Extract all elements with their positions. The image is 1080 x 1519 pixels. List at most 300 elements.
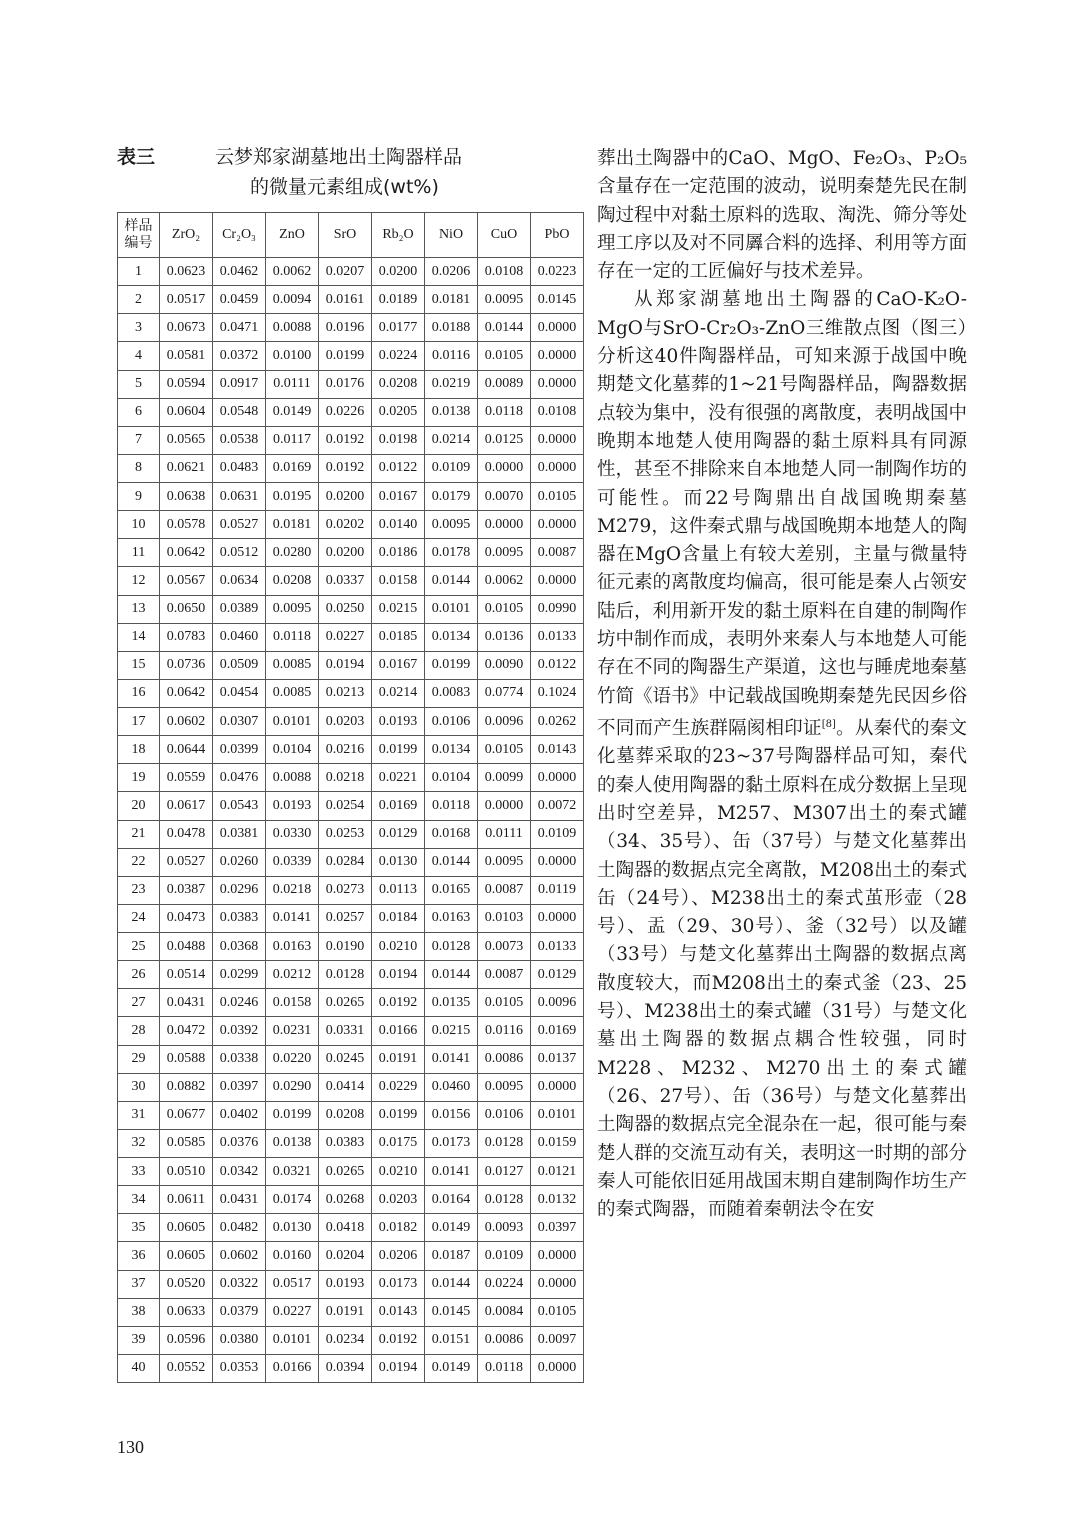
value-cell: 0.0189 (372, 286, 425, 314)
sample-id-cell: 8 (118, 454, 160, 482)
value-cell: 0.0109 (478, 1242, 531, 1270)
value-cell: 0.0159 (531, 1129, 584, 1157)
value-cell: 0.0106 (425, 708, 478, 736)
sample-id-cell: 33 (118, 1158, 160, 1186)
value-cell: 0.0596 (160, 1326, 213, 1354)
value-cell: 0.0134 (425, 736, 478, 764)
value-cell: 0.0070 (478, 483, 531, 511)
value-cell: 0.0644 (160, 736, 213, 764)
value-cell: 0.0000 (531, 567, 584, 595)
value-cell: 0.0111 (266, 370, 319, 398)
value-cell: 0.0208 (319, 1101, 372, 1129)
value-cell: 0.0330 (266, 820, 319, 848)
value-cell: 0.0093 (478, 1214, 531, 1242)
value-cell: 0.0144 (478, 314, 531, 342)
value-cell: 0.0246 (213, 989, 266, 1017)
value-cell: 0.0517 (266, 1270, 319, 1298)
table-caption (117, 142, 582, 202)
value-cell: 0.0379 (213, 1298, 266, 1326)
value-cell: 0.0086 (478, 1326, 531, 1354)
value-cell: 0.0193 (266, 792, 319, 820)
value-cell: 0.0387 (160, 876, 213, 904)
header-col-5: NiO (425, 213, 478, 258)
sample-id-cell: 5 (118, 370, 160, 398)
table-row (118, 792, 584, 820)
table-row (118, 904, 584, 932)
sample-id-cell: 35 (118, 1214, 160, 1242)
sample-id-cell: 1 (118, 258, 160, 286)
value-cell: 0.0128 (425, 933, 478, 961)
value-cell: 0.0135 (425, 989, 478, 1017)
value-cell: 0.0191 (372, 1045, 425, 1073)
value-cell: 0.0184 (372, 904, 425, 932)
value-cell: 0.0337 (319, 567, 372, 595)
value-cell: 0.0220 (266, 1045, 319, 1073)
value-cell: 0.0202 (319, 511, 372, 539)
sample-id-cell: 15 (118, 651, 160, 679)
value-cell: 0.0280 (266, 539, 319, 567)
trace-element-table (117, 212, 584, 1383)
value-cell: 0.0087 (478, 961, 531, 989)
value-cell: 0.0208 (372, 370, 425, 398)
value-cell: 0.0143 (531, 736, 584, 764)
value-cell: 0.0145 (425, 1298, 478, 1326)
value-cell: 0.0095 (478, 286, 531, 314)
value-cell: 0.0207 (319, 258, 372, 286)
value-cell: 0.0621 (160, 454, 213, 482)
value-cell: 0.0000 (531, 904, 584, 932)
value-cell: 0.0187 (425, 1242, 478, 1270)
value-cell: 0.0096 (531, 989, 584, 1017)
value-cell: 0.0215 (425, 1017, 478, 1045)
value-cell: 0.0169 (531, 1017, 584, 1045)
value-cell: 0.0128 (478, 1186, 531, 1214)
value-cell: 0.0190 (319, 933, 372, 961)
value-cell: 0.0260 (213, 848, 266, 876)
value-cell: 0.0000 (531, 848, 584, 876)
table-row (118, 764, 584, 792)
value-cell: 0.0223 (531, 258, 584, 286)
sample-id-cell: 17 (118, 708, 160, 736)
value-cell: 0.0089 (478, 370, 531, 398)
value-cell: 0.0203 (372, 1186, 425, 1214)
table-row (118, 1017, 584, 1045)
value-cell: 0.0218 (266, 876, 319, 904)
value-cell: 0.0224 (372, 342, 425, 370)
value-cell: 0.0402 (213, 1101, 266, 1129)
sample-id-cell: 7 (118, 426, 160, 454)
value-cell: 0.0119 (531, 876, 584, 904)
header-col-2: ZnO (266, 213, 319, 258)
value-cell: 0.0144 (425, 961, 478, 989)
value-cell: 0.0173 (425, 1129, 478, 1157)
value-cell: 0.0199 (319, 342, 372, 370)
value-cell: 0.0101 (425, 595, 478, 623)
value-cell: 0.0109 (531, 820, 584, 848)
value-cell: 0.0634 (213, 567, 266, 595)
sample-id-cell: 23 (118, 876, 160, 904)
value-cell: 0.0134 (425, 623, 478, 651)
table-row (118, 567, 584, 595)
table-row (118, 539, 584, 567)
table-row (118, 342, 584, 370)
table-row (118, 314, 584, 342)
header-sample-id (118, 213, 160, 258)
value-cell: 0.0394 (319, 1354, 372, 1382)
value-cell: 0.0188 (425, 314, 478, 342)
table-row (118, 876, 584, 904)
value-cell: 0.0284 (319, 848, 372, 876)
value-cell: 0.0173 (372, 1270, 425, 1298)
paragraph-1: 葬出土陶器中的CaO、MgO、Fe₂O₃、P₂O₅含量存在一定范围的波动，说明秦楚先民在制陶过程中对黏土原料的选取、淘洗、筛分等处理工序以及对不同羼合料的选择、利用等方面存在一定的工匠偏好与技术差异。 (597, 148, 968, 283)
value-cell: 0.0205 (372, 398, 425, 426)
value-cell: 0.0208 (266, 567, 319, 595)
table-row (118, 1242, 584, 1270)
value-cell: 0.0129 (372, 820, 425, 848)
value-cell: 0.0650 (160, 595, 213, 623)
table-row (118, 623, 584, 651)
sample-id-cell: 3 (118, 314, 160, 342)
table-row (118, 1129, 584, 1157)
value-cell: 0.0383 (319, 1129, 372, 1157)
value-cell: 0.0588 (160, 1045, 213, 1073)
value-cell: 0.0101 (266, 708, 319, 736)
sample-id-cell: 40 (118, 1354, 160, 1382)
value-cell: 0.0108 (478, 258, 531, 286)
value-cell: 0.0174 (266, 1186, 319, 1214)
value-cell: 0.0118 (425, 792, 478, 820)
sample-id-cell: 21 (118, 820, 160, 848)
table-row (118, 286, 584, 314)
value-cell: 0.0000 (531, 426, 584, 454)
value-cell: 0.0000 (531, 1354, 584, 1382)
page-number: 130 (117, 1437, 144, 1457)
value-cell: 0.0299 (213, 961, 266, 989)
value-cell: 0.0000 (531, 764, 584, 792)
value-cell: 0.0104 (266, 736, 319, 764)
value-cell: 0.0206 (372, 1242, 425, 1270)
value-cell: 0.0268 (319, 1186, 372, 1214)
value-cell: 0.0163 (266, 933, 319, 961)
citation: [8] (821, 718, 836, 730)
value-cell: 0.0215 (372, 595, 425, 623)
value-cell: 0.0510 (160, 1158, 213, 1186)
value-cell: 0.0383 (213, 904, 266, 932)
value-cell: 0.0097 (531, 1326, 584, 1354)
value-cell: 0.0322 (213, 1270, 266, 1298)
sample-id-cell: 36 (118, 1242, 160, 1270)
value-cell: 0.0273 (319, 876, 372, 904)
value-cell: 0.0482 (213, 1214, 266, 1242)
sample-id-cell: 25 (118, 933, 160, 961)
value-cell: 0.0245 (319, 1045, 372, 1073)
value-cell: 0.0195 (266, 483, 319, 511)
sample-id-cell: 6 (118, 398, 160, 426)
value-cell: 0.0339 (266, 848, 319, 876)
value-cell: 0.0141 (425, 1158, 478, 1186)
sample-id-cell: 38 (118, 1298, 160, 1326)
paragraph-2-text: 从郑家湖墓地出土陶器的CaO-K₂O-MgO与SrO-Cr₂O₃-ZnO三维散点图（图三）分析这40件陶器样品，可知来源于战国中晚期楚文化墓葬的1~21号陶器样品，陶器数据点较为集中，没有很强的离散度，表明战国中晚期本地楚人使用陶器的黏土原料具有同源性，甚至不排除来自本地楚人同一制陶作坊的可能性。而22号陶鼎出自战国晚期秦墓M279，这件秦式鼎与战国晚期本地楚人的陶器在MgO含量上有较大差别，主量与微量特征元素的离散度均偏高，很可能是秦人占领安陆后，利用新开发的黏土原料在自建的制陶作坊中制作而成，表明外来秦人与本地楚人可能存在不同的陶器生产渠道，这也与睡虎地秦墓竹简《语书》中记载战国晚期秦楚先民因乡俗不同而产生族群隔阂相印证 (597, 289, 968, 740)
value-cell: 0.0088 (266, 314, 319, 342)
value-cell: 0.0130 (372, 848, 425, 876)
table-row (118, 736, 584, 764)
value-cell: 0.0149 (266, 398, 319, 426)
value-cell: 0.0192 (372, 989, 425, 1017)
sample-id-cell: 9 (118, 483, 160, 511)
value-cell: 0.0088 (266, 764, 319, 792)
header-col-1: Cr₂O₃ (213, 213, 266, 258)
value-cell: 0.0199 (372, 736, 425, 764)
sample-id-cell: 27 (118, 989, 160, 1017)
value-cell: 0.0218 (319, 764, 372, 792)
value-cell: 0.0000 (531, 342, 584, 370)
value-cell: 0.0538 (213, 426, 266, 454)
table-row (118, 483, 584, 511)
value-cell: 0.0108 (531, 398, 584, 426)
value-cell: 0.0103 (478, 904, 531, 932)
value-cell: 0.0472 (160, 1017, 213, 1045)
value-cell: 0.0581 (160, 342, 213, 370)
value-cell: 0.0133 (531, 623, 584, 651)
value-cell: 0.0605 (160, 1242, 213, 1270)
table-row (118, 679, 584, 707)
value-cell: 0.0372 (213, 342, 266, 370)
value-cell: 0.0488 (160, 933, 213, 961)
value-cell: 0.0175 (372, 1129, 425, 1157)
value-cell: 0.0137 (531, 1045, 584, 1073)
sample-id-cell: 31 (118, 1101, 160, 1129)
value-cell: 0.0101 (266, 1326, 319, 1354)
value-cell: 0.0166 (266, 1354, 319, 1382)
value-cell: 0.0200 (372, 258, 425, 286)
value-cell: 0.0165 (425, 876, 478, 904)
value-cell: 0.0149 (425, 1214, 478, 1242)
value-cell: 0.0192 (319, 426, 372, 454)
value-cell: 0.0214 (372, 679, 425, 707)
value-cell: 0.0397 (213, 1073, 266, 1101)
sample-id-cell: 13 (118, 595, 160, 623)
value-cell: 0.0638 (160, 483, 213, 511)
value-cell: 0.0138 (266, 1129, 319, 1157)
value-cell: 0.0111 (478, 820, 531, 848)
value-cell: 0.0265 (319, 989, 372, 1017)
value-cell: 0.0527 (160, 848, 213, 876)
value-cell: 0.0199 (372, 1101, 425, 1129)
sample-id-cell: 22 (118, 848, 160, 876)
table-row (118, 454, 584, 482)
table-row (118, 398, 584, 426)
value-cell: 0.0548 (213, 398, 266, 426)
sample-id-cell: 10 (118, 511, 160, 539)
value-cell: 0.0167 (372, 651, 425, 679)
value-cell: 0.0000 (531, 1270, 584, 1298)
value-cell: 0.0000 (531, 454, 584, 482)
value-cell: 0.0229 (372, 1073, 425, 1101)
value-cell: 0.0087 (478, 876, 531, 904)
value-cell: 0.0128 (319, 961, 372, 989)
value-cell: 0.0478 (160, 820, 213, 848)
sample-id-cell: 12 (118, 567, 160, 595)
header-col-0: ZrO₂ (160, 213, 213, 258)
value-cell: 0.0083 (425, 679, 478, 707)
table-row (118, 1073, 584, 1101)
sample-id-cell: 34 (118, 1186, 160, 1214)
value-cell: 0.0471 (213, 314, 266, 342)
value-cell: 0.0605 (160, 1214, 213, 1242)
value-cell: 0.0181 (266, 511, 319, 539)
table-row (118, 1158, 584, 1186)
value-cell: 0.0156 (425, 1101, 478, 1129)
value-cell: 0.0095 (478, 1073, 531, 1101)
value-cell: 0.0192 (372, 1326, 425, 1354)
value-cell: 0.0397 (531, 1214, 584, 1242)
value-cell: 0.0145 (531, 286, 584, 314)
value-cell: 0.0253 (319, 820, 372, 848)
value-cell: 0.0095 (266, 595, 319, 623)
value-cell: 0.0113 (372, 876, 425, 904)
value-cell: 0.0095 (478, 848, 531, 876)
sample-id-cell: 18 (118, 736, 160, 764)
table-row (118, 1298, 584, 1326)
value-cell: 0.0163 (425, 904, 478, 932)
value-cell: 0.0559 (160, 764, 213, 792)
header-col-7: PbO (531, 213, 584, 258)
value-cell: 0.0509 (213, 651, 266, 679)
value-cell: 0.0166 (372, 1017, 425, 1045)
value-cell: 0.0604 (160, 398, 213, 426)
sample-id-cell: 4 (118, 342, 160, 370)
value-cell: 0.0578 (160, 511, 213, 539)
table-row (118, 1101, 584, 1129)
value-cell: 0.0227 (319, 623, 372, 651)
value-cell: 0.0000 (531, 370, 584, 398)
value-cell: 0.0101 (531, 1101, 584, 1129)
value-cell: 0.0193 (372, 708, 425, 736)
value-cell: 0.0307 (213, 708, 266, 736)
value-cell: 0.0176 (319, 370, 372, 398)
value-cell: 0.0192 (319, 454, 372, 482)
value-cell: 0.0290 (266, 1073, 319, 1101)
table-header-row (118, 213, 584, 258)
table-row (118, 651, 584, 679)
table-row (118, 989, 584, 1017)
value-cell: 0.0234 (319, 1326, 372, 1354)
table-row (118, 1270, 584, 1298)
value-cell: 0.0158 (372, 567, 425, 595)
table-label: 表三 (117, 146, 156, 168)
value-cell: 0.0164 (425, 1186, 478, 1214)
value-cell: 0.0194 (372, 961, 425, 989)
sample-id-cell: 2 (118, 286, 160, 314)
value-cell: 0.0331 (319, 1017, 372, 1045)
sample-id-cell: 32 (118, 1129, 160, 1157)
value-cell: 0.0072 (531, 792, 584, 820)
value-cell: 0.0226 (319, 398, 372, 426)
value-cell: 0.0512 (213, 539, 266, 567)
value-cell: 0.0227 (266, 1298, 319, 1326)
header-sample-id-line2: 编号 (124, 235, 153, 251)
value-cell: 0.0127 (478, 1158, 531, 1186)
value-cell: 0.0151 (425, 1326, 478, 1354)
value-cell: 0.0517 (160, 286, 213, 314)
sample-id-cell: 39 (118, 1326, 160, 1354)
value-cell: 0.0514 (160, 961, 213, 989)
value-cell: 0.0000 (531, 511, 584, 539)
value-cell: 0.0104 (425, 764, 478, 792)
value-cell: 0.0099 (478, 764, 531, 792)
value-cell: 0.0000 (531, 1242, 584, 1270)
value-cell: 0.0380 (213, 1326, 266, 1354)
value-cell: 0.0565 (160, 426, 213, 454)
value-cell: 0.0085 (266, 651, 319, 679)
value-cell: 0.0084 (478, 1298, 531, 1326)
value-cell: 0.0141 (266, 904, 319, 932)
value-cell: 0.0250 (319, 595, 372, 623)
header-sample-id-line1: 样品 (124, 218, 153, 234)
value-cell: 0.0462 (213, 258, 266, 286)
sample-id-cell: 30 (118, 1073, 160, 1101)
value-cell: 0.0086 (478, 1045, 531, 1073)
value-cell: 0.0389 (213, 595, 266, 623)
value-cell: 0.0990 (531, 595, 584, 623)
value-cell: 0.0105 (478, 342, 531, 370)
table-row (118, 370, 584, 398)
paragraph-2-rest: 。从秦代的秦文化墓葬采取的23~37号陶器样品可知，秦代的秦人使用陶器的黏土原料在成分数据上呈现出时空差异，M257、M307出土的秦式罐（34、35号）、缶（37号）与楚文化墓葬出土陶器的数据点完全离散，M208出土的秦式缶（24号）、M238出土的秦式茧形壶（28号）、盂（29、30号）、釜（32号）以及罐（33号）与楚文化墓葬出土陶器的数据点离散度较大，而M208出土的秦式釜（23、25号）、M238出土的秦式罐（31号）与楚文化墓出土陶器的数据点耦合性较强，同时M228、M232、M270出土的秦式罐（26、27号）、缶（36号）与楚文化墓葬出土陶器的数据点完全混杂在一起，很可能与秦楚人群的交流互动有关，表明这一时期的部分秦人可能依旧延用战国末期自建制陶作坊生产的秦式陶器，而随着秦朝法令在安 (597, 718, 968, 1221)
value-cell: 0.0414 (319, 1073, 372, 1101)
value-cell: 0.0160 (266, 1242, 319, 1270)
value-cell: 0.0186 (372, 539, 425, 567)
value-cell: 0.0105 (478, 736, 531, 764)
table-row (118, 820, 584, 848)
sample-id-cell: 24 (118, 904, 160, 932)
value-cell: 0.0125 (478, 426, 531, 454)
value-cell: 0.0105 (478, 989, 531, 1017)
value-cell: 0.0179 (425, 483, 478, 511)
value-cell: 0.0199 (425, 651, 478, 679)
sample-id-cell: 19 (118, 764, 160, 792)
value-cell: 0.0199 (266, 1101, 319, 1129)
value-cell: 0.0193 (319, 1270, 372, 1298)
value-cell: 0.0585 (160, 1129, 213, 1157)
value-cell: 0.0338 (213, 1045, 266, 1073)
table-row (118, 1045, 584, 1073)
value-cell: 0.0602 (160, 708, 213, 736)
table-row (118, 961, 584, 989)
value-cell: 0.0594 (160, 370, 213, 398)
value-cell: 0.0105 (478, 595, 531, 623)
value-cell: 0.0673 (160, 314, 213, 342)
value-cell: 0.0520 (160, 1270, 213, 1298)
value-cell: 0.0200 (319, 483, 372, 511)
value-cell: 0.0368 (213, 933, 266, 961)
value-cell: 0.0460 (213, 623, 266, 651)
header-col-4: Rb₂O (372, 213, 425, 258)
value-cell: 0.0167 (372, 483, 425, 511)
value-cell: 0.0210 (372, 1158, 425, 1186)
value-cell: 0.0200 (319, 539, 372, 567)
table-title-line1: 云梦郑家湖墓地出土陶器样品 (215, 146, 463, 168)
table-row (118, 933, 584, 961)
value-cell: 0.0483 (213, 454, 266, 482)
value-cell: 0.0262 (531, 708, 584, 736)
value-cell: 0.0000 (478, 454, 531, 482)
value-cell: 0.0212 (266, 961, 319, 989)
value-cell: 0.0353 (213, 1354, 266, 1382)
value-cell: 0.0169 (372, 792, 425, 820)
value-cell: 0.0168 (425, 820, 478, 848)
value-cell: 0.0214 (425, 426, 478, 454)
value-cell: 0.0196 (319, 314, 372, 342)
